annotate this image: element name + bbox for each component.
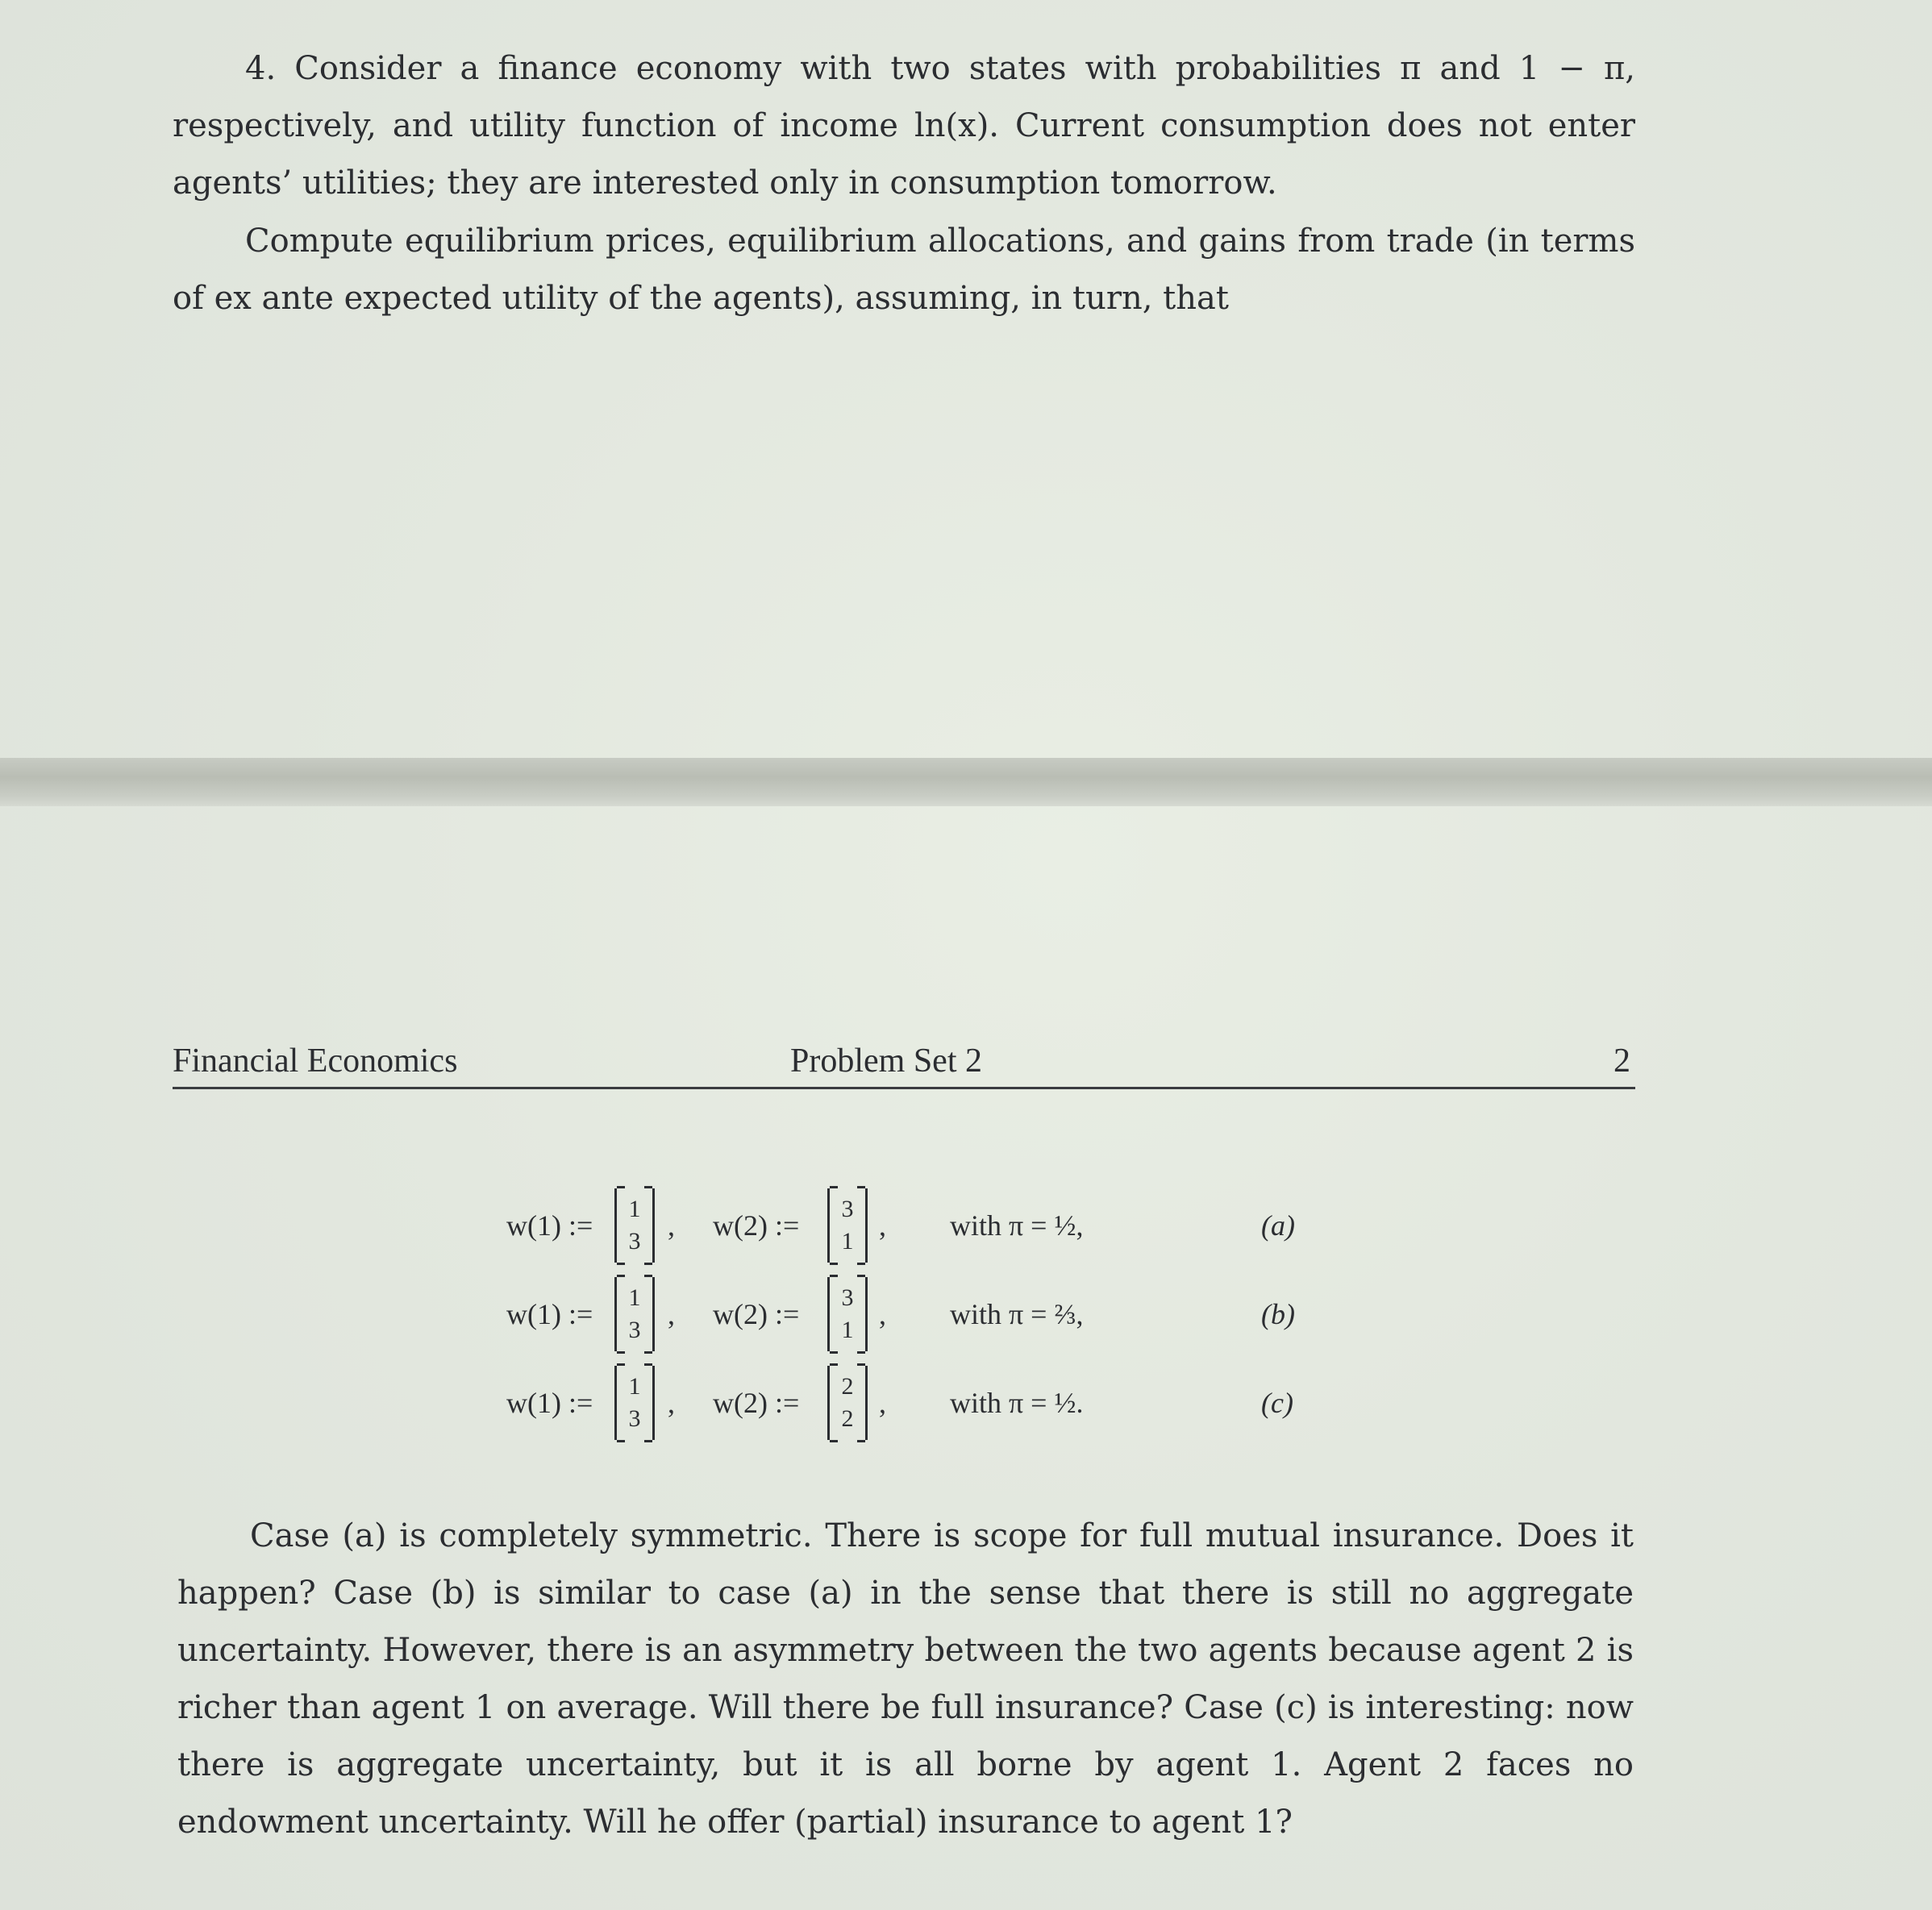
endowment-agent-1-label: w(1) := xyxy=(506,1387,593,1419)
page-top xyxy=(0,0,1932,758)
comma: , xyxy=(879,1209,886,1242)
equation-row-c xyxy=(500,1363,1306,1443)
probability-condition: with π = ⅔, xyxy=(950,1298,1084,1330)
equation-tag: (a) xyxy=(1261,1209,1295,1242)
endowment-agent-1-label: w(1) := xyxy=(506,1209,593,1242)
page-fold xyxy=(0,758,1932,806)
endowment-vector-2 xyxy=(827,1366,868,1440)
vector-entry: 2 xyxy=(841,1373,854,1400)
discussion-paragraph: Case (a) is completely symmetric. There is scope for full mutual insurance. Does it happen? Case (b) is similar to case (a) in the sense that there is still no aggregate uncertainty. However, there is an asymmetry between the two agents because agent 2 is richer than agent 1 on average. Will there be full insurance? Case (c) is interesting: now there is aggregate uncertainty, but it is all borne by agent 1. Agent 2 faces no endowment uncertainty. Will he offer (partial) insurance to agent 1? xyxy=(177,1517,1634,1841)
endowment-vector-1 xyxy=(614,1366,655,1440)
equation-row-b xyxy=(500,1274,1306,1354)
page-number: 2 xyxy=(1613,1042,1630,1080)
problem-statement: 4. Consider a finance economy with two states with probabilities π and 1 − π, respectively, and utility function of income ln(x). Current consumption does not enter agents’ utilities; they are interested only in consumption tomorrow. xyxy=(173,50,1635,202)
vector-entry: 1 xyxy=(841,1228,854,1255)
endowment-agent-2-label: w(2) := xyxy=(713,1387,800,1419)
problem-set-title: Problem Set 2 xyxy=(790,1042,982,1080)
endowment-agent-2-label: w(2) := xyxy=(713,1209,800,1242)
equation-tag: (b) xyxy=(1261,1298,1295,1330)
vector-entry: 1 xyxy=(841,1317,854,1343)
comma: , xyxy=(879,1298,886,1330)
vector-entry: 1 xyxy=(628,1373,641,1400)
running-header xyxy=(173,1030,1635,1089)
comma: , xyxy=(879,1387,886,1419)
equation-row-a xyxy=(500,1185,1306,1266)
vector-entry: 2 xyxy=(841,1405,854,1432)
endowment-vector-1 xyxy=(614,1277,655,1351)
equation-tag: (c) xyxy=(1261,1387,1293,1419)
endowment-agent-2-label: w(2) := xyxy=(713,1298,800,1330)
comma: , xyxy=(668,1209,675,1242)
comma: , xyxy=(668,1387,675,1419)
probability-condition: with π = ½. xyxy=(950,1387,1084,1419)
problem-instructions: Compute equilibrium prices, equilibrium allocations, and gains from trade (in terms of ex ante expected utility of the agents), assuming, in turn, that xyxy=(173,223,1635,317)
endowment-vector-2 xyxy=(827,1277,868,1351)
vector-entry: 1 xyxy=(628,1196,641,1222)
vector-entry: 3 xyxy=(628,1317,641,1343)
vector-entry: 3 xyxy=(628,1228,641,1255)
vector-entry: 1 xyxy=(628,1284,641,1311)
endowment-vector-2 xyxy=(827,1188,868,1263)
comma: , xyxy=(668,1298,675,1330)
probability-condition: with π = ½, xyxy=(950,1209,1084,1242)
course-title: Financial Economics xyxy=(173,1042,458,1080)
endowment-vector-1 xyxy=(614,1188,655,1263)
vector-entry: 3 xyxy=(841,1284,854,1311)
vector-entry: 3 xyxy=(841,1196,854,1222)
vector-entry: 3 xyxy=(628,1405,641,1432)
endowment-agent-1-label: w(1) := xyxy=(506,1298,593,1330)
